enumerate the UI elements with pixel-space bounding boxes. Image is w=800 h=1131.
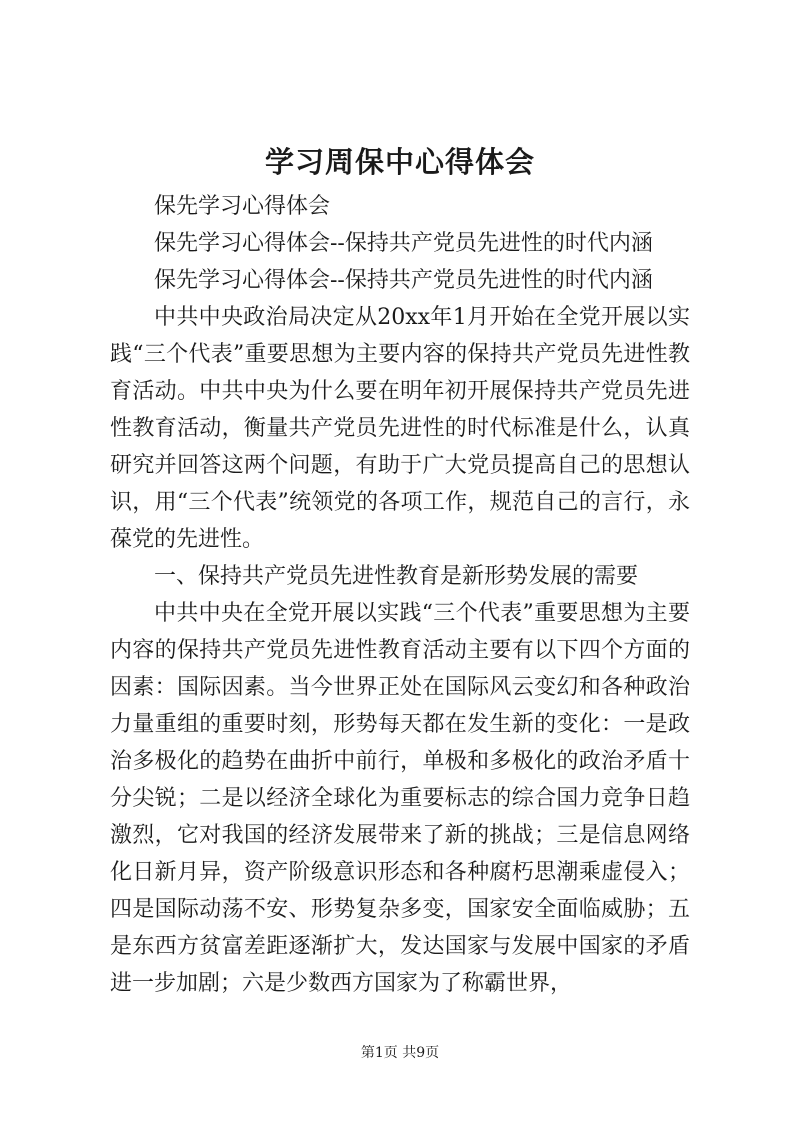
- section-heading-1: 一、保持共产党员先进性教育是新形势发展的需要: [154, 564, 639, 589]
- paragraph-heading-2: 保先学习心得体会--保持共产党员先进性的时代内涵: [154, 268, 653, 293]
- document-body: [110, 188, 690, 1002]
- paragraph-subtitle: 保先学习心得体会: [154, 194, 331, 219]
- page-footer: 第1页 共9页: [360, 1045, 440, 1061]
- page-title: 学习周保中心得体会: [264, 145, 535, 179]
- paragraph-heading-1: 保先学习心得体会--保持共产党员先进性的时代内涵: [154, 231, 653, 256]
- paragraph-section-1: 中共中央在全党开展以实践“三个代表”重要思想为主要内容的保持共产党员先进性教育活动主要有以下四个方面的因素：国际因素。当今世界正处在国际风云变幻和各种政治力量重组的重要时刻，形势每天都在发生新的变化：一是政治多极化的趋势在曲折中前行，单极和多极化的政治矛盾十分尖锐；二是以经济全球化为重要标志的综合国力竞争日趋激烈，它对我国的经济发展带来了新的挑战；三是信息网络化日新月异，资产阶级意识形态和各种腐朽思潮乘虚侵入；四是国际动荡不安、形势复杂多变，国家安全面临威胁；五是东西方贫富差距逐渐扩大，发达国家与发展中国家的矛盾进一步加剧；六是少数西方国家为了称霸世界，: [110, 601, 690, 996]
- paragraph-intro: 中共中央政治局决定从20xx年1月开始在全党开展以实践“三个代表”重要思想为主要内容的保持共产党员先进性教育活动。中共中央为什么要在明年初开展保持共产党员先进性教育活动，衡量共产党员先进性的时代标准是什么，认真研究并回答这两个问题，有助于广大党员提高自己的思想认识，用“三个代表”统领党的各项工作，规范自己的言行，永葆党的先进性。: [110, 305, 690, 552]
